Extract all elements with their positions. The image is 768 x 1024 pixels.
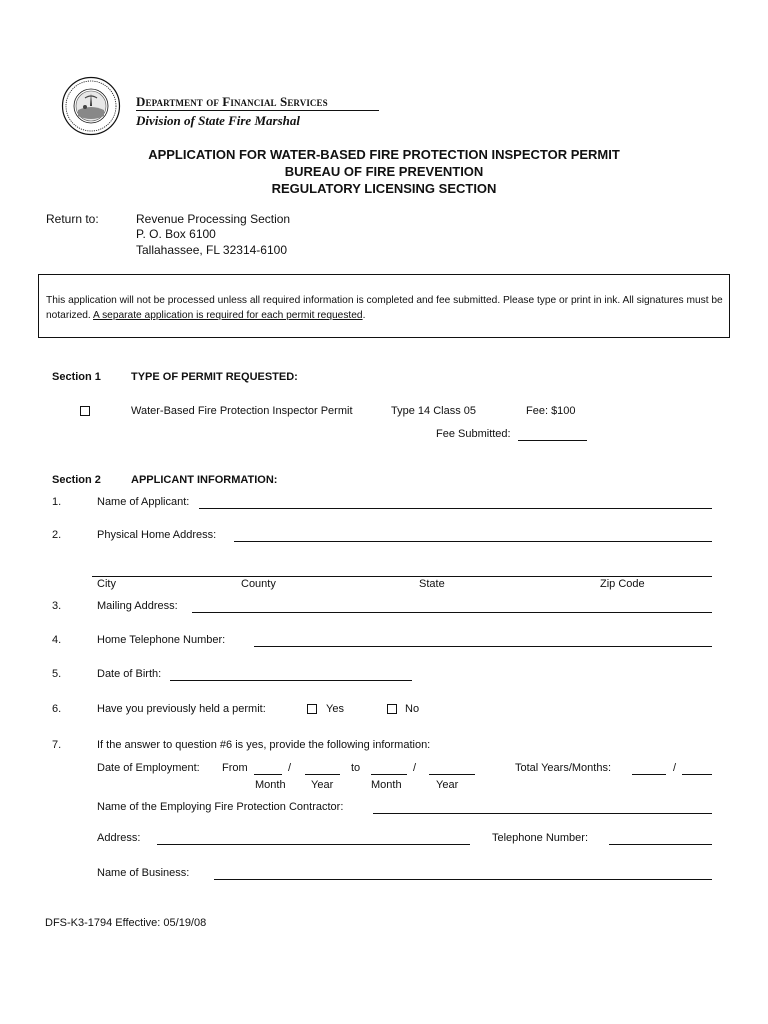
employing-contractor-field[interactable] — [373, 813, 712, 814]
permit-fee: Fee: $100 — [526, 405, 576, 417]
department-name: Department of Financial Services — [136, 94, 328, 109]
to-slash: / — [413, 762, 417, 774]
section2-heading: APPLICANT INFORMATION: — [131, 474, 278, 486]
to-year-caption: Year — [436, 779, 459, 791]
q3-number: 3. — [52, 600, 62, 612]
return-address-line2: P. O. Box 6100 — [136, 227, 216, 241]
employing-contractor-label: Name of the Employing Fire Protection Contractor: — [97, 801, 344, 813]
form-title: APPLICATION FOR WATER-BASED FIRE PROTECTION INSPECTOR PERMIT — [148, 147, 620, 162]
permit-label: Water-Based Fire Protection Inspector Permit — [131, 405, 353, 417]
state-label: State — [419, 578, 445, 590]
q2-number: 2. — [52, 529, 62, 541]
zip-code-label: Zip Code — [600, 578, 645, 590]
mailing-address-field[interactable] — [192, 612, 712, 613]
form-id-footer: DFS-K3-1794 Effective: 05/19/08 — [45, 917, 207, 929]
contractor-address-label: Address: — [97, 832, 141, 844]
contractor-telephone-field[interactable] — [609, 844, 712, 845]
permit-checkbox[interactable] — [80, 406, 90, 416]
total-years-months-label: Total Years/Months: — [515, 762, 612, 774]
from-year-field[interactable] — [305, 774, 340, 775]
section-title: REGULATORY LICENSING SECTION — [271, 181, 497, 196]
from-label: From — [222, 762, 248, 774]
city-label: City — [97, 578, 116, 590]
home-telephone-label: Home Telephone Number: — [97, 634, 226, 646]
from-slash: / — [288, 762, 292, 774]
applicant-name-field[interactable] — [199, 508, 712, 509]
return-to-label: Return to: — [46, 212, 99, 226]
county-label: County — [241, 578, 276, 590]
notice-box — [38, 274, 730, 338]
home-address-field[interactable] — [234, 541, 712, 542]
from-month-field[interactable] — [254, 774, 282, 775]
from-year-caption: Year — [311, 779, 334, 791]
fee-submitted-field[interactable] — [518, 440, 587, 441]
state-seal-logo — [61, 76, 121, 136]
previous-permit-yes-checkbox[interactable] — [307, 704, 317, 714]
applicant-name-label: Name of Applicant: — [97, 496, 190, 508]
bureau-title: BUREAU OF FIRE PREVENTION — [284, 164, 484, 179]
section1-heading: TYPE OF PERMIT REQUESTED: — [131, 371, 298, 383]
contractor-address-field[interactable] — [157, 844, 470, 845]
q7-number: 7. — [52, 739, 62, 751]
contractor-telephone-label: Telephone Number: — [492, 832, 589, 844]
q4-number: 4. — [52, 634, 62, 646]
yes-label: Yes — [326, 703, 344, 715]
previous-permit-label: Have you previously held a permit: — [97, 703, 266, 715]
business-name-label: Name of Business: — [97, 867, 190, 879]
total-years-field[interactable] — [632, 774, 666, 775]
notice-underlined: A separate application is required for each permit requested — [93, 310, 363, 321]
return-address-line1: Revenue Processing Section — [136, 212, 291, 226]
date-of-employment-label: Date of Employment: — [97, 762, 200, 774]
section1-number: Section 1 — [52, 371, 101, 383]
date-of-birth-field[interactable] — [170, 680, 412, 681]
fee-submitted-label: Fee Submitted: — [436, 428, 511, 440]
permit-type: Type 14 Class 05 — [391, 405, 476, 417]
total-slash: / — [673, 762, 677, 774]
to-month-field[interactable] — [371, 774, 407, 775]
division-name: Division of State Fire Marshal — [136, 113, 300, 128]
return-address-line3: Tallahassee, FL 32314-6100 — [136, 243, 287, 257]
from-month-caption: Month — [255, 779, 286, 791]
total-months-field[interactable] — [682, 774, 712, 775]
q7-instructions: If the answer to question #6 is yes, provide the following information: — [97, 739, 431, 751]
no-label: No — [405, 703, 420, 715]
q1-number: 1. — [52, 496, 62, 508]
home-address-label: Physical Home Address: — [97, 529, 217, 541]
to-label: to — [351, 762, 361, 774]
notice-text: This application will not be processed unless all required information is completed and fee submitted. Please type or print in ink. All signatures must be notarized. A separate application is required for each permit requested. — [46, 295, 723, 321]
q5-number: 5. — [52, 668, 62, 680]
q6-number: 6. — [52, 703, 62, 715]
home-telephone-field[interactable] — [254, 646, 712, 647]
previous-permit-no-checkbox[interactable] — [387, 704, 397, 714]
to-year-field[interactable] — [429, 774, 475, 775]
business-name-field[interactable] — [214, 879, 712, 880]
home-address-line2-field[interactable] — [92, 576, 712, 577]
to-month-caption: Month — [371, 779, 402, 791]
date-of-birth-label: Date of Birth: — [97, 668, 162, 680]
section2-number: Section 2 — [52, 474, 101, 486]
mailing-address-label: Mailing Address: — [97, 600, 178, 612]
header-rule — [136, 110, 379, 111]
